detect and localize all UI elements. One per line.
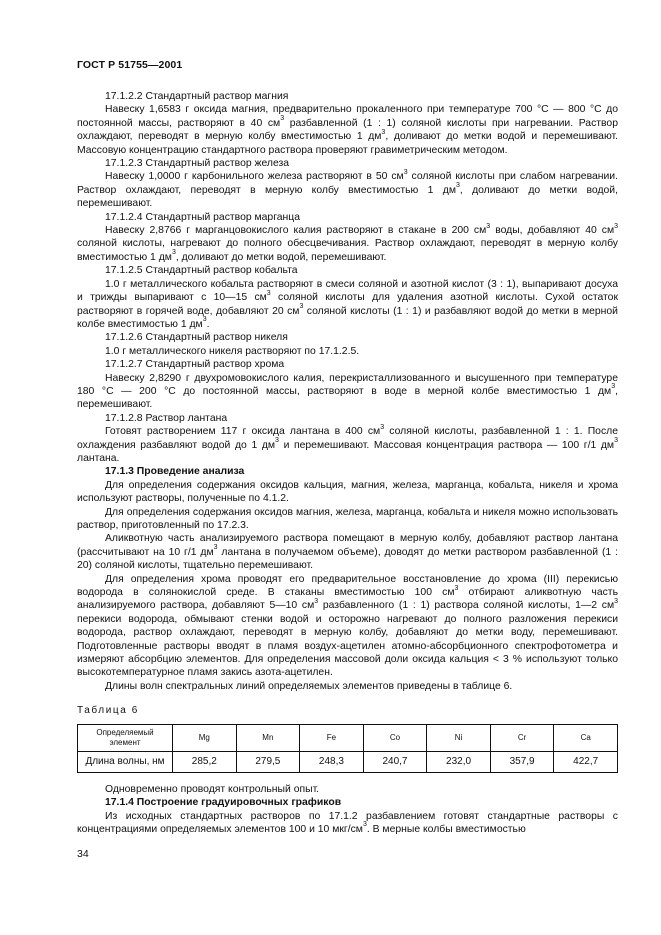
body-subheading: 17.1.2.2 Стандартный раствор магния — [105, 91, 289, 102]
document-header: ГОСТ Р 51755—2001 — [77, 59, 183, 71]
table-value-cell: 232,0 — [427, 751, 491, 772]
body-paragraph: Длины волн спектральных линий определяемых элементов приведены в таблице 6. — [105, 680, 513, 692]
table-header-cell: Fe — [300, 724, 364, 751]
table-values-row — [78, 751, 618, 772]
body-paragraph: Для определения содержания оксидов магния, железа, марганца, кобальта и никеля можно использовать раствор, приготовленный по 17.2.3. — [77, 506, 618, 531]
body-subheading: 17.1.2.5 Стандартный раствор кобальта — [105, 265, 298, 277]
body-subheading: 17.1.2.4 Стандартный раствор марганца — [105, 211, 301, 223]
table-value-cell: 285,2 — [173, 751, 237, 772]
body-paragraph: Навеску 1,6583 г оксида магния, предварительно прокаленного при температуре 700 °С — 800 °С до постоянной массы, растворяют в 40 $см^3$ разбавленной (1 : 1) соляной кислоты при нагревании. Раствор охлаждают, переводят в мерную колбу вместимостью 1 $дм^3$, доливают до метки водой и перемешивают. Массовую концентрацию стандартного раствора проверяют гравиметрическим методом. — [77, 104, 619, 156]
body-paragraph: Для определения хрома проводят его предварительное восстановление до хрома (III) перекисью водорода в солянокислой среде. В стаканы вместимостью 100 $см^3$ отбирают аликвотную часть анализируемого раствора, добавляют 5—10 $см^3$ разбавленного (1 : 1) раствора соляной кислоты, 1—2 $см^3$ перекиси водорода, обмывают стенки водой и осторожно нагревают до полного разложения перекиси водорода, раствор охлаждают, переводят в мерную колбу, добавляют до метки воду, перемешивают. Подготовленные растворы вводят в пламя воздух-ацетилен атомно-абсорбционного спектрофотометра и измеряют абсорбцию элементов. Для определения массовой доли оксида кальция < 3 % используют только высокотемпературное пламя закись азота-ацетилен. — [77, 573, 618, 679]
body-paragraph: Готовят растворением 117 г оксида лантана в 400 $см^3$ соляной кислоты, разбавленной 1 : 1. После охлаждения разбавляют водой до 1 $дм^3$ и перемешивают. Массовая концентрация раствора — 100 г/1 $дм^3$ лантана. — [77, 423, 618, 464]
table-6 — [77, 724, 618, 773]
after-table-paragraph: Из исходных стандартных растворов по 17.1.2 разбавлением готовят стандартные растворы с концентрациями определяемых элементов 100 и 10 мкг/$см^3$. В мерные колбы вместимостью — [77, 810, 618, 835]
paragraphs-after-table — [77, 783, 618, 837]
body-paragraph: Навеску 2,8290 г двухромовокислого калия, перекристаллизованного и высушенного при температуре 180 °С — 200 °С до постоянной массы, растворяют в воде в мерной колбе вместимостью 1 $дм^3$, перемешивают. — [77, 372, 618, 411]
body-paragraph: Для определения содержания оксидов кальция, магния, железа, марганца, кобальта, никеля и хрома используют растворы, полученные по 4.1.2. — [77, 479, 618, 505]
body-subheading: 1.0 г металлического никеля растворяют по 17.1.2.5. — [105, 345, 360, 357]
body-paragraph: 1.0 г металлического кобальта растворяют в смеси соляной и азотной кислот (3 : 1), выпаривают досуха и трижды выпаривают с 10—15 $см^3$ соляной кислоты для удаления азотной кислоты. Сухой остаток растворяют в горячей воде, добавляют 20 $см^3$ соляной кислоты (1 : 1) и разбавляют водой до метки в мерной колбе вместимостью 1 $дм^3$. — [77, 278, 618, 330]
paragraphs-before-table — [77, 90, 618, 693]
table-caption: Таблица 6 — [77, 705, 139, 717]
table-row-label: Длина волны, нм — [78, 751, 173, 772]
table-header-cell: Mn — [236, 724, 300, 751]
table-value-cell: 248,3 — [300, 751, 364, 772]
after-table-paragraph: Одновременно проводят контрольный опыт. — [105, 783, 320, 795]
table-value-cell: 357,9 — [490, 751, 554, 772]
table-header-row — [78, 724, 618, 751]
table-header-cell: Ni — [427, 724, 491, 751]
document-body — [77, 90, 618, 836]
body-paragraph: Навеску 1,0000 г карбонильного железа растворяют в 50 $см^3$ соляной кислоты при слабом нагревании. Раствор охлаждают, переводят в мерную колбу вместимостью 1 $дм^3$, доливают до метки водой, перемешивают. — [77, 168, 618, 210]
table-value-cell: 240,7 — [363, 751, 427, 772]
table-header-cell: Cr — [490, 724, 554, 751]
table-value-cell: 279,5 — [236, 751, 300, 772]
body-paragraph: Аликвотную часть анализируемого раствора помещают в мерную колбу, добавляют раствор лантана (рассчитывают на 10 г/1 $дм^3$ лантана в получаемом объеме), доводят до метки раствором разбавленной (1 : 20) соляной кислоты, тщательно перемешивают. — [77, 533, 618, 572]
after-table-section-heading: 17.1.4 Построение градуировочных графиков — [105, 797, 342, 809]
table-header-label: Определяемый элемент — [78, 724, 173, 751]
body-paragraph: Навеску 2,8766 г марганцовокислого калия растворяют в стакане в 200 $см^3$ воды, добавляют 40 $см^3$ соляной кислоты, нагревают до полного обесцвечивания. Раствор охлаждают, переводят в мерную колбу вместимостью 1 $дм^3$, доливают до метки водой, перемешивают. — [77, 222, 618, 263]
body-section-heading: 17.1.3 Проведение анализа — [105, 466, 245, 478]
body-subheading: 17.1.2.6 Стандартный раствор никеля — [105, 332, 288, 344]
table-header-cell: Ca — [554, 724, 618, 751]
body-subheading: 17.1.2.7 Стандартный раствор хрома — [105, 359, 285, 371]
page-number: 34 — [77, 848, 89, 860]
table-header-cell: Mg — [173, 724, 237, 751]
body-subheading: 17.1.2.8 Раствор лантана — [105, 412, 228, 424]
body-subheading: 17.1.2.3 Стандартный раствор железа — [105, 158, 290, 170]
table-header-cell: Co — [363, 724, 427, 751]
table-value-cell: 422,7 — [554, 751, 618, 772]
